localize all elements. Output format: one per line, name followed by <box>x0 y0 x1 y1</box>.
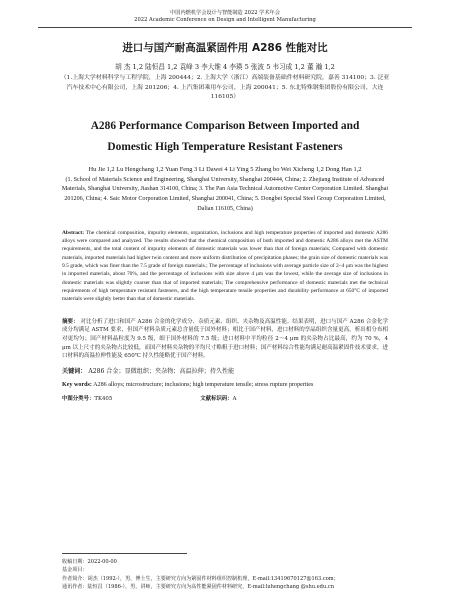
en-affiliations: (1. School of Materials Science and Engineering, Shanghai University, Shanghai 200444, China; 2. Zhejiang Institute of Advanced Materials, Shanghai University, Jiashan 314100, China; 3. The Pan Asia Technical Automotive Center Corporation Limited. Shanghai 201206, China; 4. Saic Motor Corporation Limited, Shanghai 200041, China; 5. Dongbei Special Steel Group Corporation Limited, Dalian 116105, China) <box>61 176 389 212</box>
en-title-line1: A286 Performance Comparison Between Imported and <box>90 119 360 132</box>
cn-keywords-label: 关键词： <box>62 367 87 375</box>
cn-abstract-text: 对比分析了进口和国产 A286 合金的化学成分、杂质元素、组织、夹杂物及高温性能。结果表明，进口与国产 A286 合金化学成分均满足 ASTM 要求，但国产材料杂质元素总含量低于国外材料；相比于国产材料，进口材料的孪晶组织含量更高，析出相分布相对更均匀；国产材料晶粒度为 9.5 级，细于国外材料的 7.5 级；进口材料中平均粒径 2～4 μm 的夹杂物占比最高，约为 70 %，4 μm 以上尺寸的夹杂物占比较低，而国产材料夹杂物的平均尺寸略粗于进口材料；国产材料综合性能均满足耐高温紧固件技术要求，进口材料的高温拉伸性能及 650℃ 持久性能略优于国产材料。 <box>62 318 388 360</box>
cn-keywords-text: A286 合金；显微组织；夹杂物；高温拉伸；持久性能 <box>88 367 235 375</box>
clc-code <box>62 395 112 403</box>
en-abstract <box>62 229 388 304</box>
footnote-author2: 通讯作者：陆恒昌（1986-），男，讲师，主要研究方向为高性能紧固件材料研究，E-mail:luhengchang @shu.edu.cn <box>62 583 334 590</box>
footnote-received: 收稿日期：2022-00-00 <box>62 559 117 565</box>
header-line-en: 2022 Academic Conference on Design and Intelligent Manufacturing <box>134 17 316 23</box>
running-header <box>0 0 450 28</box>
cn-abstract-label: 摘要： <box>62 318 79 325</box>
clc-label: 中图分类号： <box>62 395 95 402</box>
header-rule <box>38 27 412 28</box>
classification-line <box>62 395 388 403</box>
en-abstract-label: Abstract: <box>62 229 85 236</box>
document-code <box>200 395 236 403</box>
cn-affiliations: （1.上海大学材料科学与工程学院，上海 200444；2. 上海大学（浙江）高端装备基础件材料研究院，嘉善 314100；3. 泛亚汽车技术中心有限公司，上海 201206；4. 上汽集团乘用车公司，上海 200041；5. 东北特殊钢集团股份有限公司，大连 116105） <box>60 75 390 100</box>
en-keywords <box>62 381 388 390</box>
doc-label: 文献标识码： <box>200 395 233 402</box>
en-keywords-label: Key words: <box>62 381 92 388</box>
cn-authors: 胡 杰 1,2 陆恒昌 1,2 袁峰 3 李大维 4 李瑛 5 张波 5 韦习成 1,2 董 瀚 1,2 <box>115 63 335 71</box>
footnote <box>62 558 392 591</box>
header-line-cn: 中国内燃机学会设计与智能制造 2022 学术年会 <box>170 10 280 16</box>
clc-value: TK405 <box>94 395 113 402</box>
en-title-line2: Domestic High Temperature Resistant Fasteners <box>107 140 343 153</box>
cn-keywords <box>62 367 388 376</box>
cn-title: 进口与国产耐高温紧固件用 A286 性能对比 <box>122 42 328 54</box>
cn-abstract <box>62 318 388 361</box>
footnote-fund: 基金项目： <box>62 567 88 574</box>
en-keywords-text: A286 alloys; microstructure; inclusions; high temperature tensile; stress rupture properties <box>93 381 314 388</box>
en-authors: Hu Jie 1,2 Lu Hengchang 1,2 Yuan Feng 3 Li Dawei 4 Li Ying 5 Zhang bo Wei Xicheng 1,2 Dong Han 1,2 <box>88 165 362 173</box>
doc-value: A <box>232 395 237 402</box>
footnote-rule <box>62 553 187 554</box>
en-abstract-text: The chemical composition, impurity elements, organization, inclusions and high temperature properties of imported and domestic A286 alloys were compared and analyzed. The results showed that the chemical composition of both imported and domestic A286 alloys met the ASTM requirements, and the total content of impurity elements of domestic materials was lower than that of foreign materials; Compared with domestic materials, imported materials had higher twin content and more uniform distribution of precipitation phases; the grain size of domestic materials was 9.5 grade, which was finer than the 7.5 grade of foreign materials.; The percentage of inclusions with average particle size of 2~4 μm was the highest in imported materials, about 70%, and the percentage of inclusions with size above 4 μm was the lowest, while the average size of inclusions in domestic materials was slightly coarser than that of imported materials; The comprehensive performance of domestic materials met the technical requirements of high temperature resistant fasteners, and the high temperature tensile properties and durability performance at 650°C of imported materials were slightly better than that of domestic materials. <box>62 229 389 303</box>
footnote-author1: 作者简介：胡杰（1992-），男，博士生，主要研究方向为紧固件材料组织控制机理，E-mail:13419670127@163.com； <box>62 575 339 582</box>
